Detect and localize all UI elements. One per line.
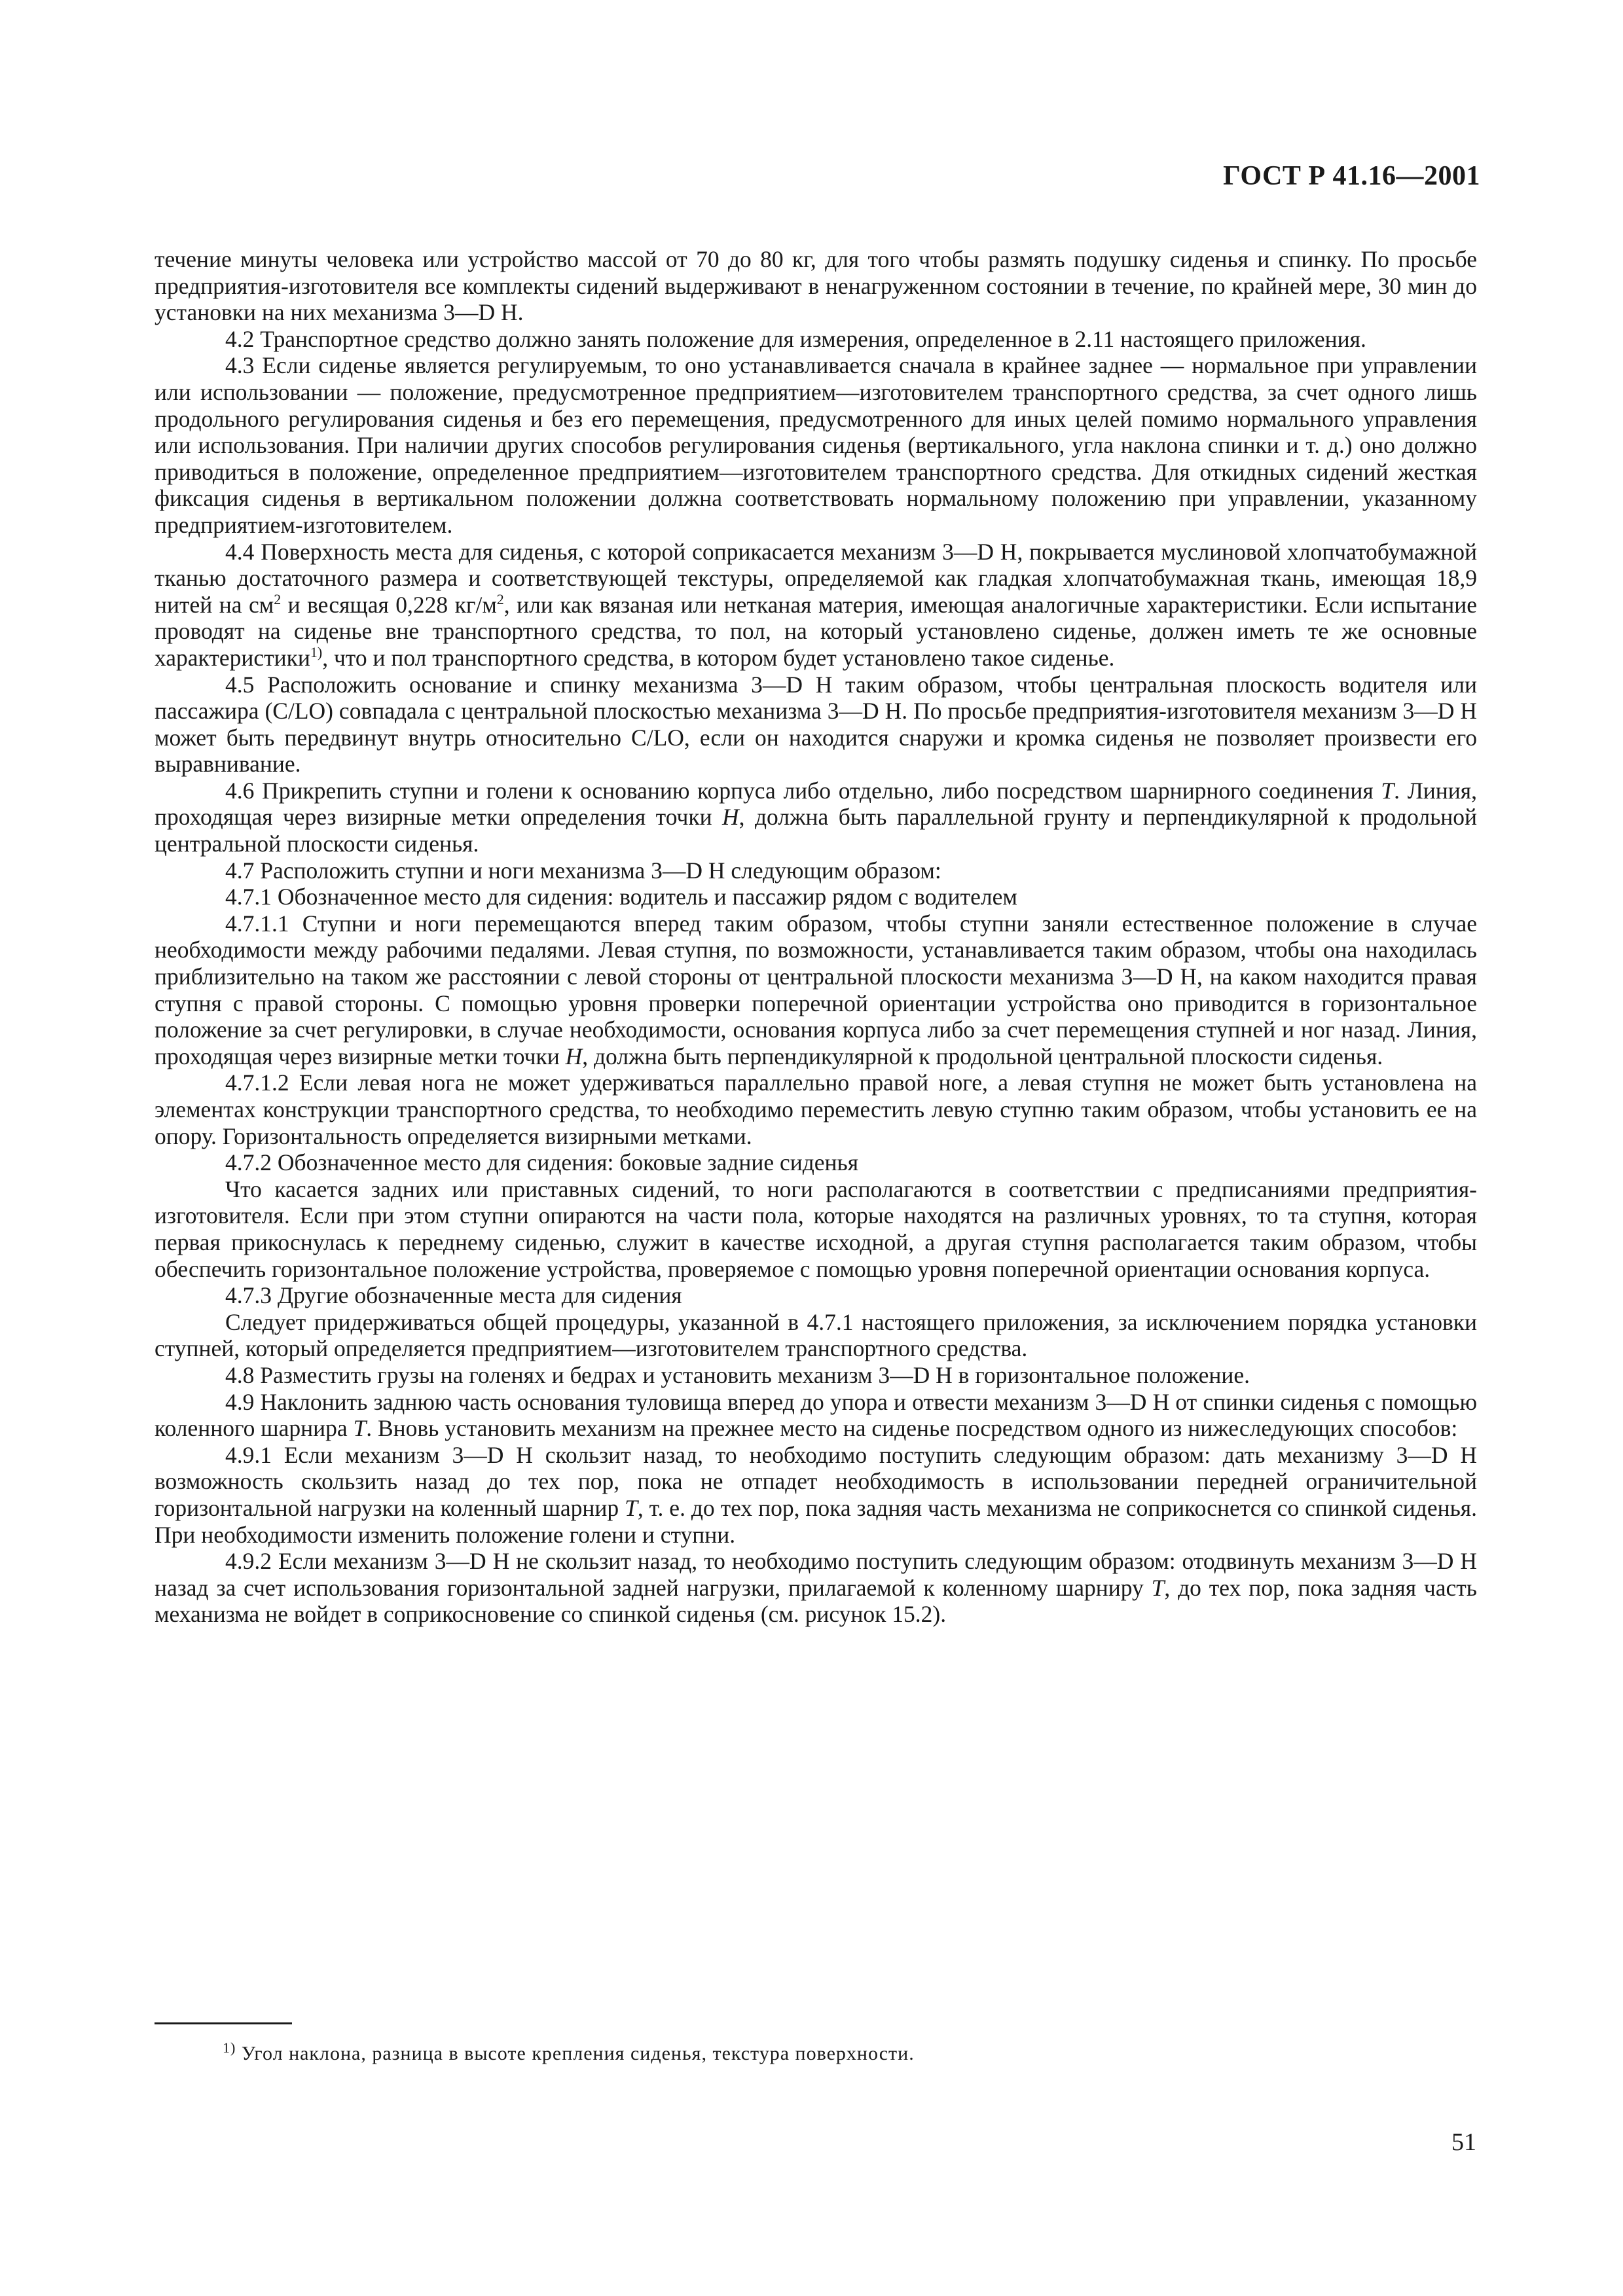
paragraph-4-7-3-text bbox=[155, 1309, 1477, 1362]
page-number: 51 bbox=[1451, 2128, 1476, 2156]
paragraph-text: 4.7.3 Другие обозначенные места для сидения bbox=[225, 1282, 682, 1309]
paragraph-4-5 bbox=[155, 672, 1477, 778]
superscript-square: 2 bbox=[274, 590, 282, 607]
paragraph-text: 4.3 Если сиденье является регулируемым, то оно устанавливается сначала в крайнее заднее — нормальное при управлении или использовании — положение, предусмотренное предприятием—изготовителем транспортного средства, за счет одного лишь продольного регулирования сиденья и без его перемещения, предусмотренного для иных целей помимо нормального управления или использования. При наличии других способов регулирования сиденья (вертикального, угла наклона спинки и т. д.) оно должно приводиться в положение, определенное предприятием—изготовителем транспортного средства. Для откидных сидений жесткая фиксация сиденья в вертикальном положении должна соответствовать нормальному положению при управлении, указанному предприятием-изготовителем. bbox=[155, 352, 1477, 538]
paragraph-text: 4.8 Разместить грузы на голенях и бедрах и установить механизм 3—D H в горизонтальное положение. bbox=[225, 1361, 1250, 1388]
paragraph-4-7-1-2 bbox=[155, 1069, 1477, 1149]
paragraph-text: 4.7 Расположить ступни и ноги механизма 3—D H следующим образом: bbox=[225, 857, 941, 884]
italic-symbol: T bbox=[353, 1415, 367, 1442]
paragraph-text: 4.9 Наклонить заднюю часть основания туловища вперед до упора и отвести механизм 3—D H от спинки сиденья с помощью коленного шарнира bbox=[155, 1388, 1477, 1442]
paragraph-4-7-2 bbox=[155, 1149, 1477, 1176]
paragraph-text: 4.9.2 Если механизм 3—D H не скользит назад, то необходимо поступить следующим образом: отодвинуть механизм 3—D H назад за счет использования горизонтальной задней нагрузки, прилагаемой к коленному шарниру bbox=[155, 1548, 1477, 1601]
paragraph-text: 4.4 Поверхность места для сиденья, с которой соприкасается механизм 3—D H, покрывается муслиновой хлопчатобумажной тканью достаточного размера и соответствующей текстуры, определяемой как гладкая хлопчатобумажная ткань, имеющая 18,9 нитей на см bbox=[155, 538, 1477, 618]
paragraph-4-4 bbox=[155, 539, 1477, 672]
footnote-reference: 1) bbox=[310, 644, 323, 661]
paragraph-text: и весящая 0,228 кг/м bbox=[281, 591, 497, 618]
paragraph-text: 4.7.1 Обозначенное место для сидения: водитель и пассажир рядом с водителем bbox=[225, 884, 1017, 910]
paragraph-text: Что касается задних или приставных сидений, то ноги располагаются в соответствии с предписаниями предприятия-изготовителя. Если при этом ступни опираются на части пола, которые находятся на различных уровнях, то та ступня, которая первая прикоснулась к переднему сиденью, служит в качестве исходной, а другая ступня располагается таким образом, чтобы обеспечить горизонтальное положение устройства, проверяемое с помощью уровня поперечной ориентации основания корпуса. bbox=[155, 1175, 1477, 1282]
paragraph-4-7-2-text bbox=[155, 1176, 1477, 1282]
body-text bbox=[155, 246, 1477, 1628]
superscript-square: 2 bbox=[496, 590, 504, 607]
paragraph-4-2 bbox=[155, 326, 1477, 353]
italic-symbol: H bbox=[565, 1043, 583, 1069]
paragraph-text: 4.6 Прикрепить ступни и голени к основанию корпуса либо отдельно, либо посредством шарнирного соединения bbox=[225, 777, 1381, 804]
paragraph-text: . Вновь установить механизм на прежнее место на сиденье посредством одного из нижеследующих способов: bbox=[366, 1415, 1458, 1442]
paragraph-4-8 bbox=[155, 1362, 1477, 1389]
italic-symbol: T bbox=[625, 1494, 638, 1521]
paragraph-4-7-1-1 bbox=[155, 910, 1477, 1070]
paragraph-text: Следует придерживаться общей процедуры, указанной в 4.7.1 настоящего приложения, за исключением порядка установки ступней, который определяется предприятием—изготовителем транспортного средства. bbox=[155, 1308, 1477, 1362]
paragraph-4-3 bbox=[155, 352, 1477, 538]
paragraph-text: , должна быть параллельной грунту и перпендикулярной к продольной центральной плоскости сиденья. bbox=[155, 804, 1478, 857]
paragraph-4-9-2 bbox=[155, 1548, 1477, 1628]
paragraph-text: 4.9.1 Если механизм 3—D H скользит назад, то необходимо поступить следующим образом: дать механизму 3—D H возможность скользить назад до тех пор, пока не отпадет необходимость в использовании передней ограничительной горизонтальной нагрузки на коленный шарнир bbox=[155, 1441, 1477, 1521]
italic-symbol: H bbox=[722, 804, 739, 831]
paragraph-text: 4.7.2 Обозначенное место для сидения: боковые задние сиденья bbox=[225, 1149, 859, 1176]
paragraph-text: , до тех пор, пока задняя часть механизма не войдет в соприкосновение со спинкой сиденья (см. рисунок 15.2). bbox=[155, 1574, 1477, 1628]
italic-symbol: T bbox=[1151, 1574, 1165, 1601]
paragraph-continuation bbox=[155, 246, 1477, 326]
paragraph-4-6 bbox=[155, 778, 1477, 857]
paragraph-text: 4.7.1.1 Ступни и ноги перемещаются вперед таким образом, чтобы ступни заняли естественное положение в случае необходимости между рабочими педалями. Левая ступня, по возможности, устанавливается таким образом, чтобы она находилась приблизительно на таком же расстоянии с левой стороны от центральной плоскости механизма 3—D H, на каком находится правая ступня с правой стороны. С помощью уровня проверки поперечной ориентации устройства оно приводится в горизонтальное положение за счет регулировки, в случае необходимости, основания корпуса либо за счет перемещения ступней и ног назад. Линия, проходящая через визирные метки точки bbox=[155, 910, 1477, 1069]
paragraph-4-9-1 bbox=[155, 1442, 1477, 1548]
paragraph-text: 4.2 Транспортное средство должно занять положение для измерения, определенное в 2.11 настоящего приложения. bbox=[225, 325, 1366, 352]
paragraph-4-7-3 bbox=[155, 1282, 1477, 1309]
paragraph-text: течение минуты человека или устройство массой от 70 до 80 кг, для того чтобы размять подушку сиденья и спинку. По просьбе предприятия-изготовителя все комплекты сидений выдерживают в ненагруженном состоянии в течение, по крайней мере, 30 мин до установки на них механизма 3—D H. bbox=[155, 246, 1477, 326]
paragraph-text: 4.7.1.2 Если левая нога не может удерживаться параллельно правой ноге, а левая ступня не может быть установлена на элементах конструкции транспортного средства, то необходимо переместить левую ступню таким образом, чтобы установить ее на опору. Горизонтальность определяется визирными метками. bbox=[155, 1069, 1477, 1149]
paragraph-text: , т. е. до тех пор, пока задняя часть механизма не соприкоснется со спинкой сиденья. При необходимости изменить положение голени и ступни. bbox=[155, 1494, 1478, 1548]
footnote-text: Угол наклона, разница в высоте крепления сиденья, текстура поверхности. bbox=[236, 2043, 915, 2064]
footnote-marker: 1) bbox=[223, 2039, 236, 2056]
paragraph-text: . Линия, проходящая через визирные метки определения точки bbox=[155, 777, 1477, 831]
footnote-divider bbox=[155, 2022, 292, 2024]
paragraph-4-9 bbox=[155, 1389, 1477, 1442]
paragraph-text: , должна быть перпендикулярной к продольной центральной плоскости сиденья. bbox=[582, 1043, 1383, 1069]
document-code-header: ГОСТ Р 41.16—2001 bbox=[1223, 161, 1480, 191]
footnote bbox=[223, 2039, 1467, 2066]
paragraph-4-7-1 bbox=[155, 884, 1477, 910]
paragraph-text: , что и пол транспортного средства, в котором будет установлено такое сиденье. bbox=[322, 644, 1115, 671]
paragraph-text: , или как вязаная или нетканая материя, имеющая аналогичные характеристики. Если испытание проводят на сиденье вне транспортного средства, то пол, на который установлено сиденье, должен иметь те же основные характеристики bbox=[155, 591, 1477, 671]
italic-symbol: T bbox=[1381, 777, 1395, 804]
paragraph-4-7 bbox=[155, 857, 1477, 884]
paragraph-text: 4.5 Расположить основание и спинку механизма 3—D H таким образом, чтобы центральная плоскость водителя или пассажира (C/LO) совпадала с центральной плоскостью механизма 3—D H. По просьбе предприятия-изготовителя механизм 3—D H может быть передвинут внутрь относительно C/LO, если он находится снаружи и кромка сиденья не позволяет произвести его выравнивание. bbox=[155, 671, 1477, 778]
